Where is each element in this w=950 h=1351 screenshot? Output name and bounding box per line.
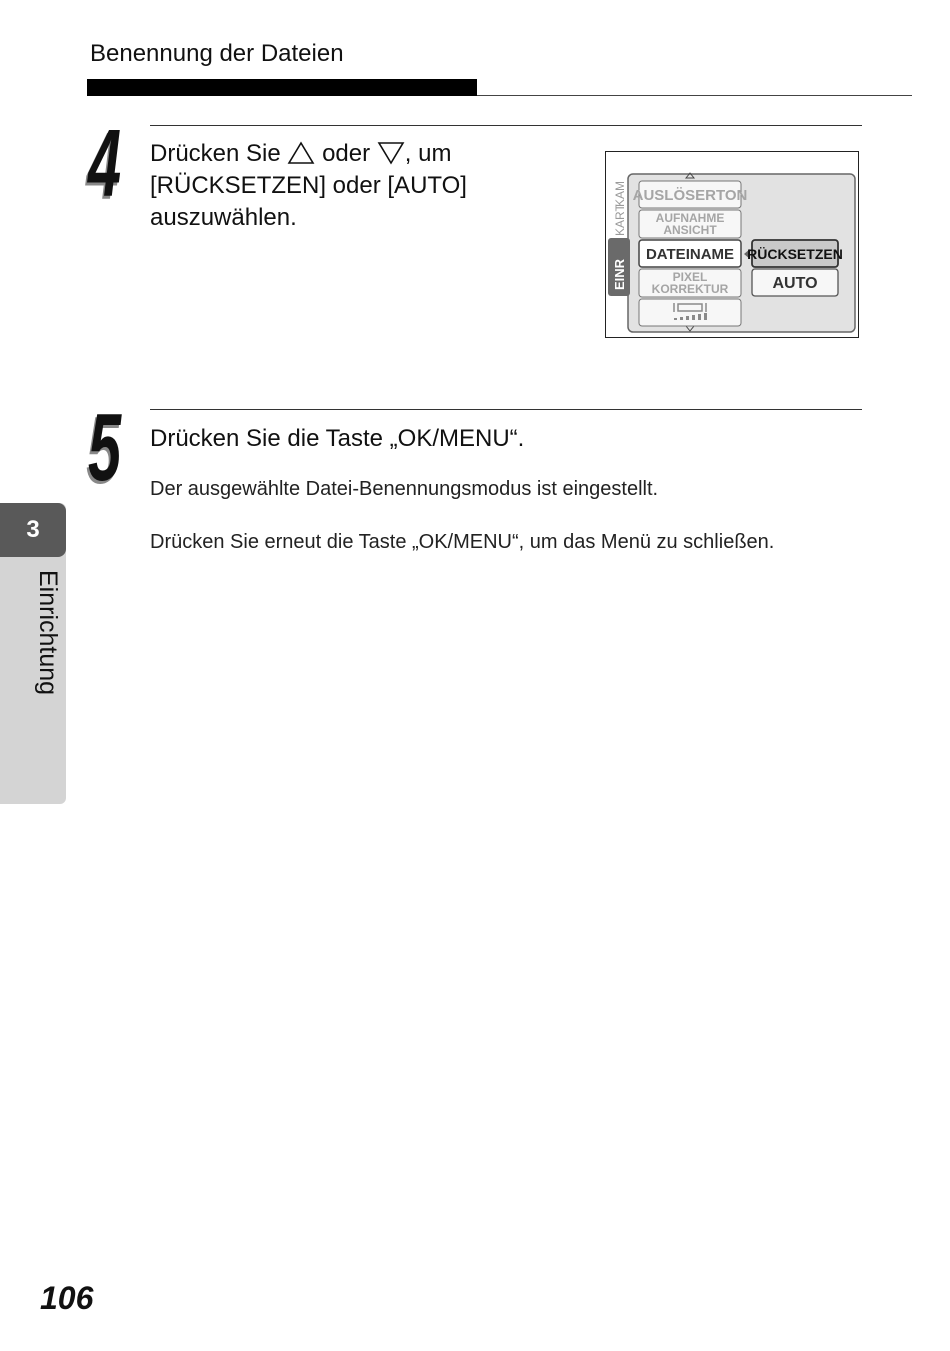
option-auto: AUTO (772, 275, 818, 292)
menu-item-pixel: PIXEL (672, 270, 708, 284)
option-ruecksetzen: RÜCKSETZEN (747, 246, 843, 262)
menu-item-ausloeserton: AUSLÖSERTON (632, 187, 748, 204)
step-5-rule (150, 409, 862, 410)
triangle-up-icon (287, 141, 315, 165)
step-5-note-1: Der ausgewählte Datei-Benennungsmodus ist eingestellt. (150, 478, 659, 500)
camera-menu-screen (605, 151, 859, 338)
step-5-number: 5 (88, 394, 122, 501)
menu-item-ansicht: ANSICHT (663, 223, 717, 237)
step-4-rule (150, 125, 862, 126)
tab-kam: KAM (613, 180, 627, 207)
menu-item-dateiname: DATEINAME (645, 246, 735, 263)
chapter-number: 3 (0, 503, 66, 557)
header-bar (87, 79, 477, 96)
step-5-instruction: Drücken Sie die Taste „OK/MENU“. (150, 425, 525, 452)
step-5-note-2: Drücken Sie erneut die Taste „OK/MENU“, um das Menü zu schließen. (150, 531, 775, 553)
step-4-instruction (150, 138, 467, 234)
step-4-number: 4 (88, 110, 122, 217)
step-4-line-2: [RÜCKSETZEN] oder [AUTO] (150, 172, 467, 199)
chapter-label: Einrichtung (34, 570, 62, 696)
step-4-text-b: oder (322, 140, 371, 167)
menu-item-aufnahme: AUFNAHME (655, 211, 725, 225)
menu-item-korrektur: KORREKTUR (651, 282, 729, 296)
header-rule (477, 95, 912, 96)
step-4-text-c: , um (404, 140, 452, 167)
section-title: Benennung der Dateien (90, 40, 344, 67)
page-number: 106 (40, 1280, 94, 1316)
menu-item-brightness-box (639, 299, 741, 326)
triangle-down-icon (377, 141, 405, 165)
step-4-text-a: Drücken Sie (150, 140, 281, 167)
step-4-line-1 (150, 138, 467, 170)
tab-kart: KART (613, 204, 627, 236)
tab-einr: EINR (612, 258, 627, 290)
step-4-line-3: auszuwählen. (150, 204, 297, 231)
